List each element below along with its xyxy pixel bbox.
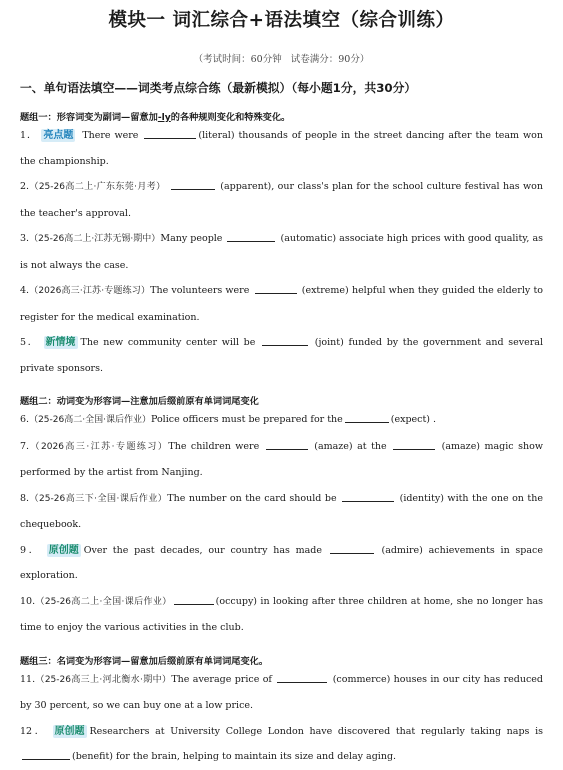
question-source: （2026高三·江苏·专题练习） [29, 286, 151, 296]
answer-blank[interactable] [345, 412, 389, 423]
question-9: 9． 原创题 Over the past decades, our country has made (admire) achievements in space exploration. [20, 544, 543, 581]
group-heading-2: 题组二：动词变为形容词—注意加后缀前原有单词词尾变化 [20, 396, 259, 407]
answer-blank[interactable] [393, 439, 435, 450]
section-heading: 一、单句语法填空——词类考点综合练（最新模拟）（每小题1分，共30分） [20, 81, 417, 95]
question-4: 4.（2026高三·江苏·专题练习）The volunteers were (extreme) helpful when they guided the elderly to register for the medical examination. [20, 285, 543, 323]
question-1: 1． 亮点题 There were (literal) thousands of people in the street dancing after the team won the championship. [20, 130, 543, 167]
exam-score: 试卷满分：90分） [290, 54, 370, 65]
question-source: （25-26高三下·全国·课后作业） [29, 493, 168, 504]
question-5: 5． 新情境 The new community center will be (joint) funded by the government and several private sponsors. [20, 337, 543, 374]
question-3: 3.（25-26高二上·江苏无锡·期中）Many people (automatic) associate high prices with good quality, as is not always the case. [20, 233, 543, 271]
answer-blank[interactable] [266, 439, 308, 450]
page-title: 模块一 词汇综合+语法填空（综合训练） [108, 10, 455, 31]
answer-blank[interactable] [22, 749, 70, 760]
group-heading-3: 题组三：名词变为形容词—留意加后缀前原有单词词尾变化。 [20, 655, 269, 667]
answer-blank[interactable] [342, 491, 394, 502]
answer-blank[interactable] [227, 231, 275, 242]
answer-blank[interactable] [144, 128, 196, 139]
exam-time: （考试时间：60分钟 [193, 54, 282, 65]
group-heading-1: 题组一：形容词变为副词—留意加-ly的各种规则变化和特殊变化。 [20, 112, 291, 123]
question-2: 2.（25-26高二上·广东东莞·月考） (apparent), our class's plan for the school culture festival has won the teacher's approval. [20, 181, 543, 219]
exam-meta [20, 51, 543, 65]
question-7: 7.（2026高三·江苏·专题练习）The children were (amaze) at the (amaze) magic show performed by the artist from Nanjing. [20, 440, 543, 478]
original-badge: 原创题 [48, 544, 79, 556]
answer-blank[interactable] [171, 179, 215, 190]
answer-blank[interactable] [330, 543, 374, 554]
question-source: （25-26高二上·江苏无锡·期中） [29, 234, 161, 244]
new-context-badge: 新情境 [45, 337, 76, 348]
question-8: 8.（25-26高三下·全国·课后作业）The number on the card should be (identity) with the one on the chequebook. [20, 492, 543, 530]
question-source: （25-26高二·全国·课后作业） [29, 415, 151, 425]
answer-blank[interactable] [262, 335, 308, 346]
question-11: 11.（25-26高三上·河北衡水·期中）The average price of (commerce) houses in our city has reduced by 30 percent, so we can buy one at a low price. [20, 673, 544, 711]
question-source: （25-26高三上·河北衡水·期中） [35, 674, 172, 685]
question-source: （2026高三·江苏·专题练习） [29, 441, 169, 452]
answer-blank[interactable] [174, 594, 214, 605]
question-source: （25-26高二上·广东东莞·月考） [29, 182, 166, 192]
answer-blank[interactable] [255, 283, 297, 294]
question-6: 6.（25-26高二·全国·课后作业）Police officers must be prepared for the (expect) . [20, 414, 437, 425]
answer-blank[interactable] [277, 672, 327, 683]
original-badge: 原创题 [54, 725, 85, 737]
question-source: （25-26高二上·全国·课后作业） [35, 596, 172, 607]
question-12: 12． 原创题 Researchers at University College London have discovered that regularly taking naps is(benefit) for the brain, helping to maintain its size and delay aging. [20, 725, 543, 762]
highlight-badge: 亮点题 [43, 130, 74, 141]
question-10: 10.（25-26高二上·全国·课后作业） (occupy) in looking after three children at home, she no longer has time to enjoy the various activities in the club. [20, 595, 543, 633]
